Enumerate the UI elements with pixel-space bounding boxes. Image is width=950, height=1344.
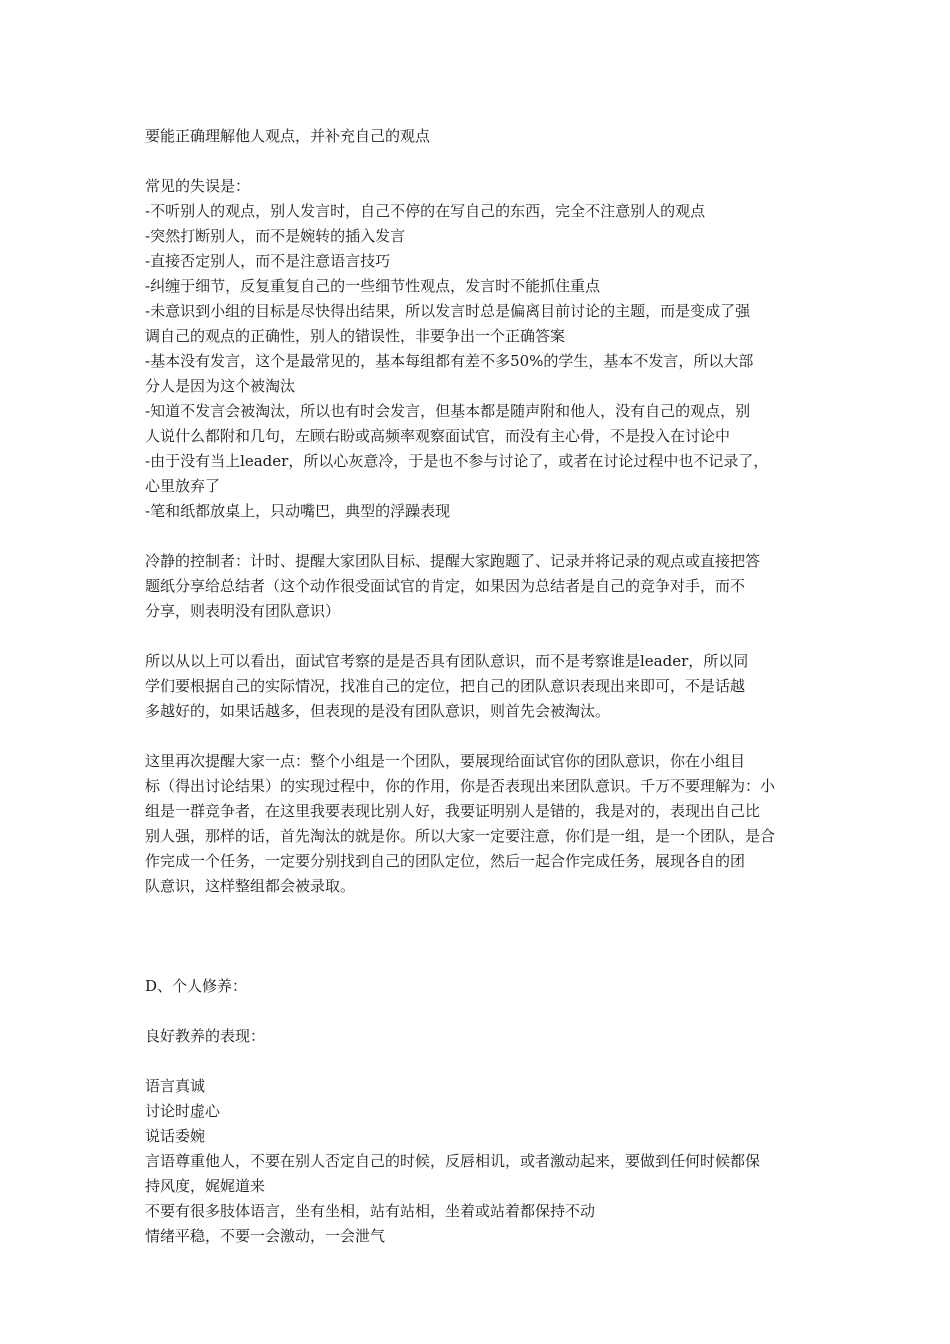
manner-line: 不要有很多肢体语言，坐有坐相，站有站相，坐着或站着都保持不动 [145, 1202, 596, 1220]
section-gap [145, 899, 813, 949]
paragraph-gap [145, 149, 813, 174]
mistake-line: 分人是因为这个被淘汰 [145, 377, 296, 395]
reminder-paragraph [145, 749, 813, 899]
intro-text: 要能正确理解他人观点，并补充自己的观点 [145, 127, 431, 145]
reminder-line: 标（得出讨论结果）的实现过程中，你的作用，你是否表现出来团队意识。千万不要理解为：小 [145, 777, 776, 795]
paragraph-gap [145, 949, 813, 974]
manner-line: 情绪平稳，不要一会激动，一会泄气 [145, 1227, 386, 1245]
mistake-line: -突然打断别人，而不是婉转的插入发言 [145, 227, 406, 245]
mistake-line: -基本没有发言，这个是最常见的，基本每组都有差不多50%的学生，基本不发言，所以大部 [145, 352, 754, 370]
manner-line: 持风度，娓娓道来 [145, 1177, 266, 1195]
reminder-line: 这里再次提醒大家一点：整个小组是一个团队，要展现给面试官你的团队意识，你在小组目 [145, 752, 746, 770]
controller-line: 冷静的控制者：计时、提醒大家团队目标、提醒大家跑题了、记录并将记录的观点或直接把答 [145, 552, 761, 570]
mistake-line: -未意识到小组的目标是尽快得出结果，所以发言时总是偏离目前讨论的主题，而是变成了强 [145, 302, 751, 320]
mistakes-list [145, 199, 813, 524]
document-body [145, 124, 813, 1249]
section-d-title: D、个人修养： [145, 977, 248, 995]
reminder-line: 组是一群竞争者，在这里我要表现比别人好，我要证明别人是错的，我是对的，表现出自己比 [145, 802, 761, 820]
manner-line: 讨论时虚心 [145, 1102, 221, 1120]
manners-list [145, 1074, 813, 1249]
paragraph-gap [145, 1049, 813, 1074]
conclusion-line: 所以从以上可以看出，面试官考察的是是否具有团队意识，而不是考察谁是leader，所以同 [145, 652, 749, 670]
paragraph-gap [145, 624, 813, 649]
paragraph-gap [145, 524, 813, 549]
manner-line: 说话委婉 [145, 1127, 206, 1145]
reminder-line: 作完成一个任务，一定要分别找到自己的团队定位，然后一起合作完成任务，展现各自的团 [145, 852, 746, 870]
mistake-line: -直接否定别人，而不是注意语言技巧 [145, 252, 391, 270]
conclusion-paragraph [145, 649, 813, 724]
mistake-line: -不听别人的观点，别人发言时，自己不停的在写自己的东西，完全不注意别人的观点 [145, 202, 706, 220]
controller-paragraph [145, 549, 813, 624]
mistake-line: -由于没有当上leader，所以心灰意冷，于是也不参与讨论了，或者在讨论过程中也不记录了， [145, 452, 769, 470]
mistake-line: 心里放弃了 [145, 477, 221, 495]
reminder-line: 队意识，这样整组都会被录取。 [145, 877, 356, 895]
good-manners-heading: 良好教养的表现： [145, 1027, 266, 1045]
manner-line: 语言真诚 [145, 1077, 206, 1095]
paragraph-gap [145, 999, 813, 1024]
controller-line: 分享，则表明没有团队意识） [145, 602, 341, 620]
mistake-line: -纠缠于细节，反复重复自己的一些细节性观点，发言时不能抓住重点 [145, 277, 601, 295]
manner-line: 言语尊重他人，不要在别人否定自己的时候，反唇相讥，或者激动起来，要做到任何时候都保 [145, 1152, 761, 1170]
mistake-line: -知道不发言会被淘汰，所以也有时会发言，但基本都是随声附和他人，没有自己的观点，别 [145, 402, 751, 420]
mistake-line: 人说什么都附和几句，左顾右盼或高频率观察面试官，而没有主心骨，不是投入在讨论中 [145, 427, 731, 445]
controller-line: 题纸分享给总结者（这个动作很受面试官的肯定，如果因为总结者是自己的竞争对手，而不 [145, 577, 746, 595]
paragraph-gap [145, 724, 813, 749]
reminder-line: 别人强，那样的话，首先淘汰的就是你。所以大家一定要注意，你们是一组，是一个团队，是合 [145, 827, 776, 845]
conclusion-line: 学们要根据自己的实际情况，找准自己的定位，把自己的团队意识表现出来即可，不是话越 [145, 677, 746, 695]
mistake-line: -笔和纸都放桌上，只动嘴巴，典型的浮躁表现 [145, 502, 451, 520]
mistake-line: 调自己的观点的正确性，别人的错误性，非要争出一个正确答案 [145, 327, 566, 345]
conclusion-line: 多越好的，如果话越多，但表现的是没有团队意识，则首先会被淘汰。 [145, 702, 611, 720]
mistakes-heading: 常见的失误是： [145, 177, 251, 195]
